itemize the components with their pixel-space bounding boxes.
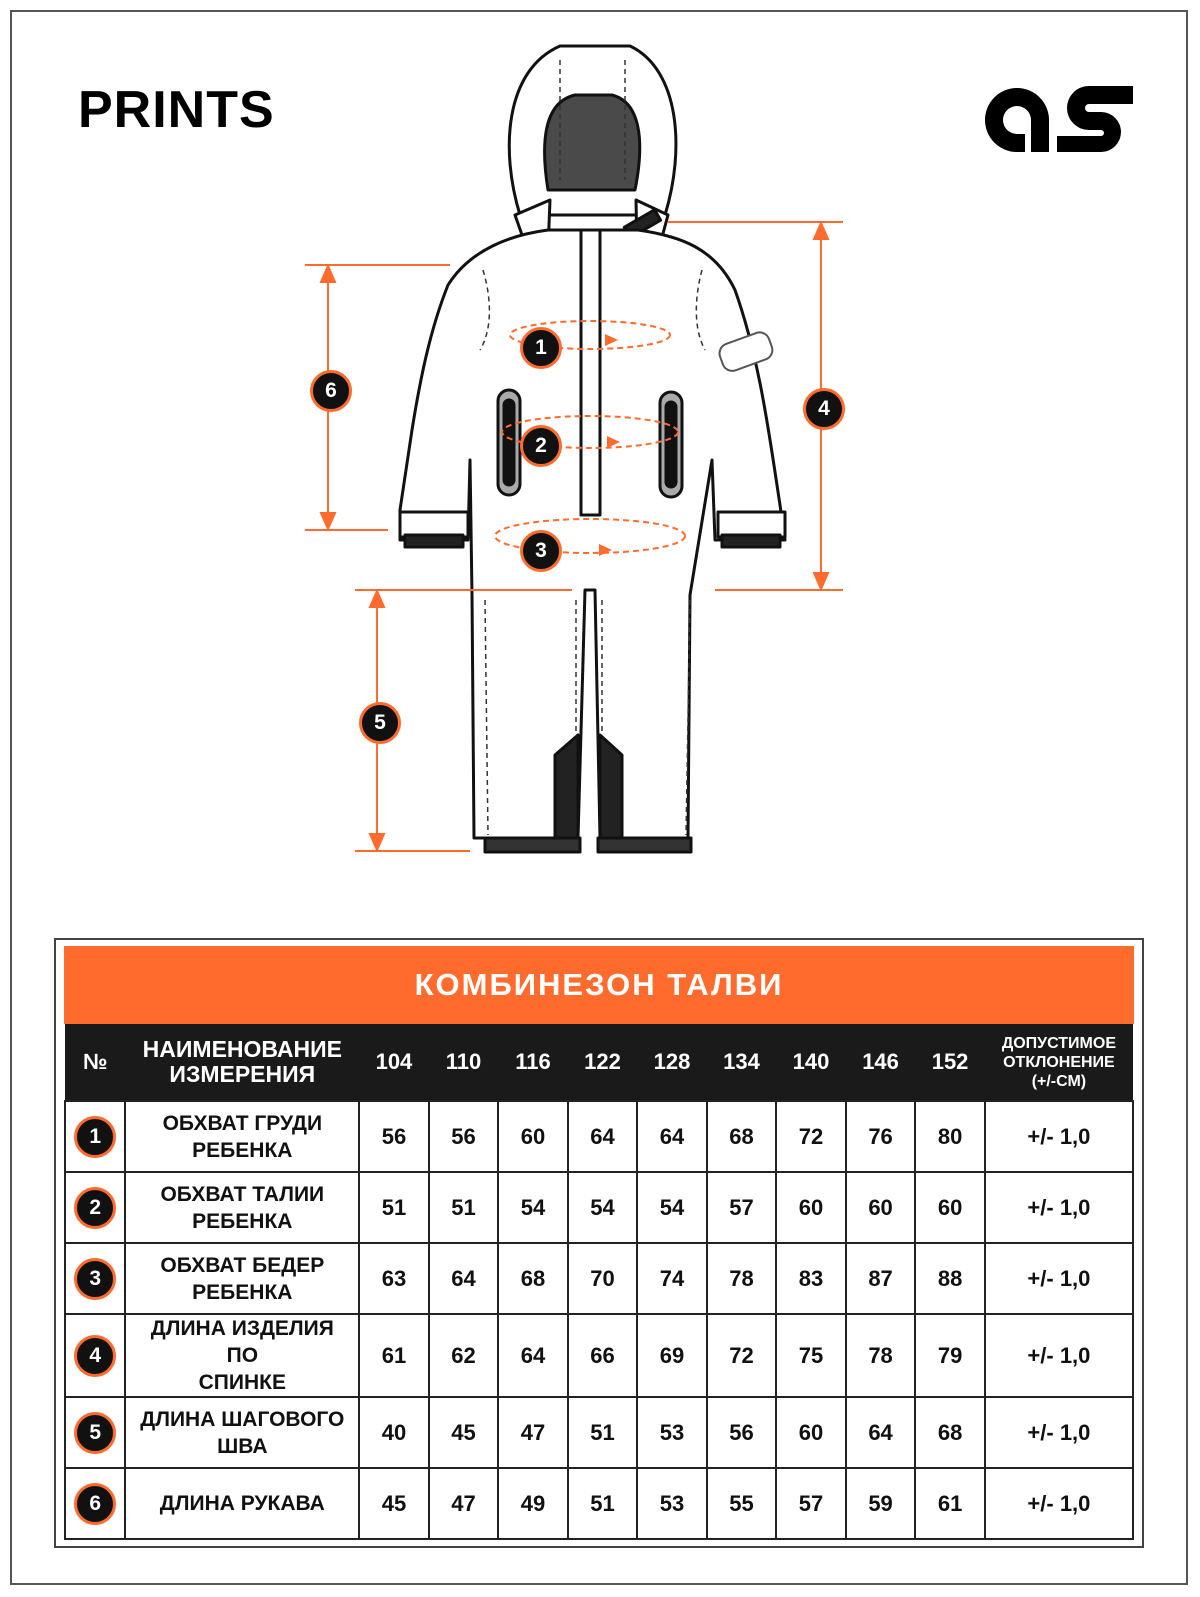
- size-value-cell: 51: [359, 1172, 429, 1243]
- size-value-cell: 78: [707, 1243, 777, 1314]
- table-row: [65, 1314, 1133, 1397]
- measurement-name-line1: ОБХВАТ БЕДЕР: [160, 1253, 325, 1277]
- diagram-badge-3: 3: [520, 530, 562, 572]
- size-value-cell: 60: [776, 1172, 846, 1243]
- size-value-cell: 56: [359, 1101, 429, 1172]
- row-number-cell: [65, 1243, 125, 1314]
- size-value-cell: 51: [429, 1172, 499, 1243]
- measurement-name-line2: РЕБЕНКА: [192, 1280, 293, 1304]
- header-tolerance: [985, 1024, 1133, 1101]
- table-row: [65, 1101, 1133, 1172]
- tolerance-cell: +/- 1,0: [985, 1397, 1133, 1468]
- brand-title: PRINTS: [78, 81, 275, 139]
- measurement-name: [125, 1101, 359, 1172]
- row-number-badge: 2: [74, 1187, 116, 1229]
- header-size: 110: [445, 1049, 482, 1074]
- row-number-cell: [65, 1172, 125, 1243]
- table-header-row: [65, 1024, 1133, 1101]
- diagram-badge-4: 4: [803, 388, 845, 430]
- measurement-name-line1: ДЛИНА ШАГОВОГО: [140, 1407, 345, 1431]
- table-row: [65, 1468, 1133, 1539]
- size-value-cell: 40: [359, 1397, 429, 1468]
- header-size: 140: [792, 1049, 830, 1074]
- size-value-cell: 64: [498, 1314, 568, 1397]
- measurement-name-line2: РЕБЕНКА: [192, 1138, 293, 1162]
- size-value-cell: 54: [498, 1172, 568, 1243]
- header-size: 134: [723, 1049, 760, 1074]
- size-table-container: [54, 938, 1144, 1548]
- tolerance-cell: +/- 1,0: [985, 1101, 1133, 1172]
- size-value-cell: 72: [707, 1314, 777, 1397]
- size-value-cell: 49: [498, 1468, 568, 1539]
- size-value-cell: 54: [637, 1172, 707, 1243]
- size-value-cell: 57: [707, 1172, 777, 1243]
- table-row: [65, 1243, 1133, 1314]
- size-value-cell: 47: [498, 1397, 568, 1468]
- tolerance-cell: +/- 1,0: [985, 1314, 1133, 1397]
- header-name-line2: ИЗМЕРЕНИЯ: [169, 1061, 316, 1087]
- size-value-cell: 53: [637, 1397, 707, 1468]
- size-value-cell: 55: [707, 1468, 777, 1539]
- size-value-cell: 75: [776, 1314, 846, 1397]
- header-measurement-name: [125, 1024, 359, 1101]
- size-value-cell: 68: [498, 1243, 568, 1314]
- tolerance-cell: +/- 1,0: [985, 1468, 1133, 1539]
- size-value-cell: 54: [568, 1172, 638, 1243]
- size-value-cell: 61: [359, 1314, 429, 1397]
- tolerance-cell: +/- 1,0: [985, 1172, 1133, 1243]
- header-size: 116: [515, 1049, 551, 1074]
- size-value-cell: 59: [846, 1468, 916, 1539]
- size-value-cell: 66: [568, 1314, 638, 1397]
- row-number-badge: 1: [74, 1116, 116, 1158]
- header-name-line1: НАИМЕНОВАНИЕ: [142, 1036, 342, 1062]
- size-value-cell: 74: [637, 1243, 707, 1314]
- measurement-name: [125, 1172, 359, 1243]
- size-value-cell: 60: [846, 1172, 916, 1243]
- diagram-badge-2: 2: [520, 425, 562, 467]
- measurement-name: [125, 1468, 359, 1539]
- size-value-cell: 45: [359, 1468, 429, 1539]
- size-table: [64, 1024, 1134, 1540]
- row-number-badge: 3: [74, 1258, 116, 1300]
- table-title: КОМБИНЕЗОН ТАЛВИ: [64, 946, 1134, 1024]
- size-value-cell: 64: [637, 1101, 707, 1172]
- size-value-cell: 88: [915, 1243, 985, 1314]
- measurement-name-line1: ОБХВАТ ТАЛИИ: [160, 1182, 325, 1206]
- row-number-cell: [65, 1101, 125, 1172]
- header-size: 122: [584, 1049, 621, 1074]
- size-value-cell: 87: [846, 1243, 916, 1314]
- row-number-cell: [65, 1314, 125, 1397]
- size-value-cell: 47: [429, 1468, 499, 1539]
- size-value-cell: 72: [776, 1101, 846, 1172]
- row-number-cell: [65, 1468, 125, 1539]
- size-value-cell: 64: [846, 1397, 916, 1468]
- diagram-badge-6: 6: [310, 370, 352, 412]
- row-number-badge: 5: [74, 1412, 116, 1454]
- header-size: 128: [653, 1049, 691, 1074]
- tolerance-cell: +/- 1,0: [985, 1243, 1133, 1314]
- size-value-cell: 76: [846, 1101, 916, 1172]
- row-number-cell: [65, 1397, 125, 1468]
- size-value-cell: 51: [568, 1397, 638, 1468]
- table-row: [65, 1397, 1133, 1468]
- measurement-name-line2: ШВА: [217, 1434, 268, 1458]
- size-value-cell: 68: [707, 1101, 777, 1172]
- measurement-name: [125, 1243, 359, 1314]
- row-number-badge: 6: [74, 1483, 116, 1525]
- size-value-cell: 60: [498, 1101, 568, 1172]
- size-value-cell: 70: [568, 1243, 638, 1314]
- header-size: 146: [862, 1049, 899, 1074]
- size-value-cell: 64: [568, 1101, 638, 1172]
- size-value-cell: 61: [915, 1468, 985, 1539]
- measurement-name-line2: СПИНКЕ: [198, 1371, 286, 1394]
- header-tol-line2: ОТКЛОНЕНИЕ: [1003, 1053, 1115, 1071]
- header-tol-line3: (+/-СМ): [1031, 1072, 1087, 1090]
- size-value-cell: 79: [915, 1314, 985, 1397]
- size-value-cell: 56: [707, 1397, 777, 1468]
- size-value-cell: 53: [637, 1468, 707, 1539]
- header-tol-line1: ДОПУСТИМОЕ: [1001, 1034, 1116, 1052]
- table-row: [65, 1172, 1133, 1243]
- header-num: №: [82, 1049, 108, 1074]
- measurement-name-line1: ДЛИНА РУКАВА: [159, 1492, 325, 1515]
- size-value-cell: 68: [915, 1397, 985, 1468]
- size-value-cell: 62: [429, 1314, 499, 1397]
- diagram-badge-1: 1: [520, 327, 562, 369]
- measurement-name: [125, 1314, 359, 1397]
- size-value-cell: 57: [776, 1468, 846, 1539]
- size-value-cell: 45: [429, 1397, 499, 1468]
- measurement-name-line1: ДЛИНА ИЗДЕЛИЯ ПО: [150, 1317, 334, 1367]
- header-size: 104: [375, 1049, 413, 1074]
- diagram-badge-5: 5: [359, 702, 401, 744]
- size-value-cell: 64: [429, 1243, 499, 1314]
- measurement-name-line2: РЕБЕНКА: [192, 1209, 293, 1233]
- size-value-cell: 60: [776, 1397, 846, 1468]
- row-number-badge: 4: [74, 1335, 116, 1377]
- size-value-cell: 83: [776, 1243, 846, 1314]
- size-value-cell: 56: [429, 1101, 499, 1172]
- measurement-name-line1: ОБХВАТ ГРУДИ: [162, 1111, 323, 1135]
- size-value-cell: 60: [915, 1172, 985, 1243]
- size-value-cell: 80: [915, 1101, 985, 1172]
- size-value-cell: 51: [568, 1468, 638, 1539]
- size-value-cell: 78: [846, 1314, 916, 1397]
- size-value-cell: 63: [359, 1243, 429, 1314]
- measurement-name: [125, 1397, 359, 1468]
- header-size: 152: [931, 1049, 969, 1074]
- size-value-cell: 69: [637, 1314, 707, 1397]
- zipper: [581, 230, 600, 515]
